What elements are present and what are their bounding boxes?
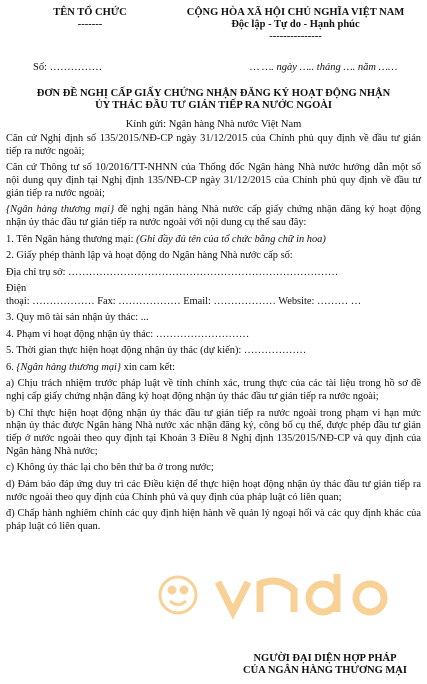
country-name: CỘNG HÒA XÃ HỘI CHỦ NGHĨA VIỆT NAM (186, 7, 405, 18)
org-divider: ------- (77, 19, 103, 30)
document-number: Số: …………… (33, 62, 103, 73)
signature-block (230, 653, 420, 677)
address-line: Địa chỉ trụ sở: …………………………………………………………………… (6, 266, 339, 278)
recipient: Kính gửi: Ngân hàng Nhà nước Việt Nam (125, 119, 302, 130)
national-header (168, 7, 423, 43)
document-body (6, 133, 421, 538)
request-text: đề nghị ngân hàng Nhà nước cấp giấy chứng nhận đăng ký hoạt động nhận ủy thác đầu tư gián tiếp ra nước ngoài với nội dung cụ thể sau đây: (6, 204, 421, 229)
paragraph-legal-basis-1: Căn cứ Nghị định số 135/2015/NĐ-CP ngày 31/12/2015 của Chính phủ quy định về đầu tư gián tiếp ra nước ngoài; (6, 133, 421, 157)
item-6-bank: {Ngân hàng thương mại} (16, 361, 122, 373)
item-1-label: 1. Tên Ngân hàng thương mại: (6, 233, 137, 245)
item-1-note: (Ghi đầy đủ tên của tổ chức bằng chữ in hoa) (136, 233, 326, 245)
paragraph-request (6, 204, 421, 230)
paragraph-legal-basis-2: Căn cứ Thông tư số 10/2016/TT-NHNN của Thống đốc Ngân hàng Nhà nước hướng dẫn một số nội dung quy định tại Nghị định 135/NĐ-CP ngày 31/12/2015 của Chính phủ quy định về đầu tư gián tiếp ra nước ngoài; (6, 162, 421, 199)
document-title (8, 88, 419, 112)
org-name: TÊN TỔ CHỨC (53, 7, 127, 18)
commitment-d: d) Đảm bảo đáp ứng duy trì các Điều kiện để thực hiện hoạt động nhận ủy thác đầu tư gián tiếp ra nước ngoài theo quy định của Chính phủ và quy định của pháp luật có liên quan; (6, 478, 421, 503)
item-6-text: xin cam kết: (121, 361, 176, 373)
vndoc-logo-icon (148, 560, 408, 630)
phone-label: Điện (6, 283, 27, 295)
org-header (20, 7, 160, 31)
signature-line-1: NGƯỜI ĐẠI DIỆN HỢP PHÁP (253, 653, 397, 664)
motto: Độc lập - Tự do - Hạnh phúc (231, 19, 360, 30)
commitment-b: b) Chỉ thực hiện hoạt động nhận ủy thác đầu tư gián tiếp ra nước ngoài trong phạm vi hạn mức nhận ủy thác được Ngân hàng Nhà nước xác nhận đăng ký, công bố cụ thể, được phép đầu tư gián tiếp ở nước ngoài theo quy định tại Khoản 3 Điều 8 Nghị định 135/2015/NĐ-CP và quy định của Ngân hàng Nhà nước; (6, 407, 421, 457)
item-6 (6, 362, 421, 375)
signature-line-2: CỦA NGÂN HÀNG THƯƠNG MẠI (243, 665, 407, 676)
commitment-a: a) Chịu trách nhiệm trước pháp luật về tính chính xác, trung thực của các tài liệu trong hồ sơ đề nghị cấp giấy chứng nhận đăng ký hoạt động nhận ủy thác đầu tư gián tiếp ra nước ngoài; (6, 378, 421, 403)
contact-line: thoại: ……………… Fax: ……………… Email: ……………… Website: ……… … (6, 295, 362, 307)
title-line-2: ỦY THÁC ĐẦU TƯ GIÁN TIẾP RA NƯỚC NGOÀI (95, 100, 332, 111)
item-4: 4. Phạm vi hoạt động nhận ủy thác: ……………………… (6, 328, 250, 340)
document-date: … …. ngày ….. tháng …. năm …… (250, 62, 398, 73)
item-1 (6, 234, 421, 247)
bank-placeholder: {Ngân hàng thương mại} (6, 204, 115, 216)
item-6-prefix: 6. (6, 361, 17, 373)
commitment-dd: đ) Chấp hành nghiêm chỉnh các quy định hiện hành về quản lý ngoại hối và các quy định khác của pháp luật có liên quan. (6, 508, 421, 533)
item-5: 5. Thời gian thực hiện hoạt động nhận ủy thác (dự kiến): ……………… (6, 345, 307, 357)
motto-divider: --------------- (269, 31, 322, 42)
item-2: 2. Giấy phép thành lập và hoạt động do Ngân hàng Nhà nước cấp số: (6, 250, 293, 262)
commitment-c: c) Không ủy thác lại cho bên thứ ba ở trong nước; (6, 462, 214, 474)
item-3: 3. Quy mô tài sản nhận ủy thác: ... (6, 312, 149, 324)
title-line-1: ĐƠN ĐỀ NGHỊ CẤP GIẤY CHỨNG NHẬN ĐĂNG KÝ HOẠT ĐỘNG NHẬN (36, 88, 391, 99)
